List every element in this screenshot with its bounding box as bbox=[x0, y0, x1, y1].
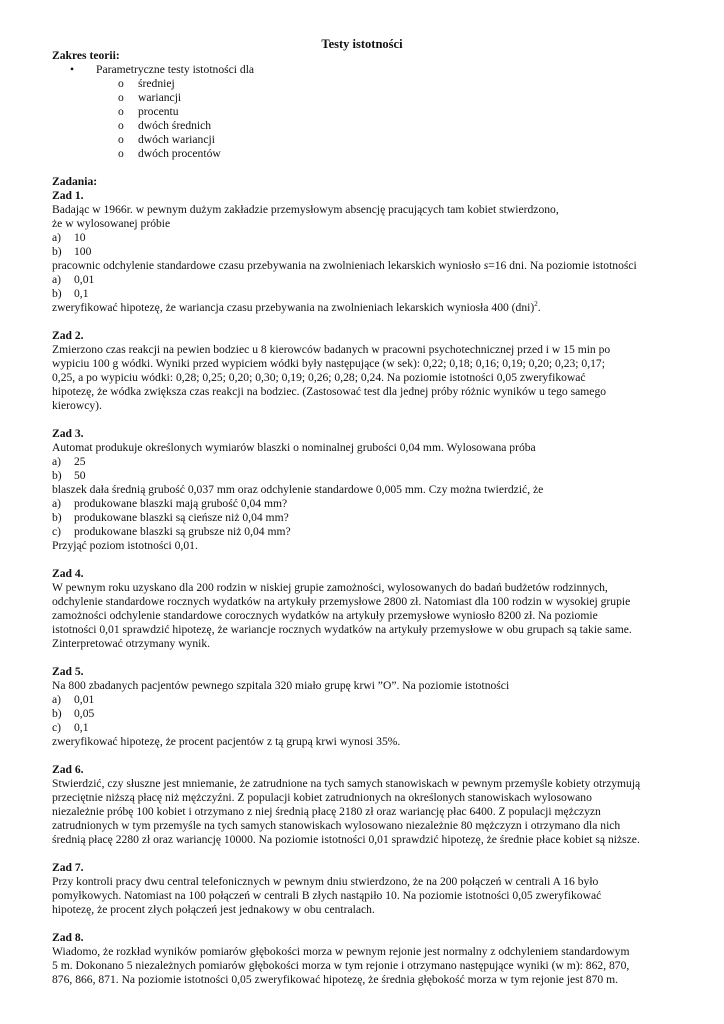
bullet-icon: • bbox=[70, 63, 75, 76]
italic-variable: s bbox=[483, 259, 489, 272]
option-label: b) bbox=[52, 469, 62, 482]
task-6-text: niezależnie próbę 100 kobiet i otrzymano z niej średnią płacę 2180 zł oraz wariancję płac 6400. Z populacji mężczyzn bbox=[52, 805, 601, 818]
task-2-text: 0,25, a po wypiciu wódki: 0,28; 0,25; 0,20; 0,30; 0,19; 0,26; 0,28; 0,24. Na poziomie istotności 0,05 zweryfikować bbox=[52, 371, 586, 384]
option-label: c) bbox=[52, 525, 62, 538]
task-7-text: pomyłkowych. Natomiast na 100 połączeń w centrali B złych nastąpiło 10. Na poziomie istotności 0,05 zweryfikować bbox=[52, 889, 602, 902]
task-8-text: 876, 866, 871. Na poziomie istotności 0,05 zweryfikować hipotezę, że średnia głębokość morza w tym rejonie jest 870 m. bbox=[52, 973, 619, 986]
sub-item-text: dwóch wariancji bbox=[138, 133, 215, 146]
task-6-text: średnią płacę 2280 zł oraz wariancję 10000. Na poziomie istotności 0,01 sprawdzić hipotezę, że średnie płace kobiet są niższe. bbox=[52, 833, 640, 846]
task-2-text: wypiciu 100 g wódki. Wyniki przed wypiciem wódki były następujące (w sek): 0,22; 0,18; 0,16; 0,19; 0,20; 0,23; 0,17; bbox=[52, 357, 605, 370]
option-label: a) bbox=[52, 693, 62, 706]
task-1-option bbox=[52, 273, 682, 287]
task-3-text: Przyjąć poziom istotności 0,01. bbox=[52, 539, 198, 552]
option-text: 0,01 bbox=[74, 693, 95, 706]
option-label: b) bbox=[52, 707, 62, 720]
task-3-text: blaszek dała średnią grubość 0,037 mm oraz odchylenie standardowe 0,005 mm. Czy można twierdzić, że bbox=[52, 483, 544, 496]
sub-item-text: dwóch średnich bbox=[138, 119, 212, 132]
task-5-option bbox=[52, 693, 682, 707]
sub-item-text: procentu bbox=[138, 105, 179, 118]
task-3-heading: Zad 3. bbox=[52, 427, 84, 440]
option-label: a) bbox=[52, 273, 62, 286]
text-part: zweryfikować hipotezę, że wariancja czasu przebywania na zwolnieniach lekarskich wyniosła 400 (dni) bbox=[52, 301, 535, 314]
zadania-heading: Zadania: bbox=[52, 175, 98, 188]
option-label: b) bbox=[52, 287, 62, 300]
task-5-option bbox=[52, 707, 682, 721]
task-1-text bbox=[52, 301, 682, 315]
task-1-heading: Zad 1. bbox=[52, 189, 84, 202]
text-part: pracownic odchylenie standardowe czasu przebywania na zwolnieniach lekarskich wyniosło bbox=[52, 259, 484, 272]
task-6-text: przeciętnie niższą płacę niż mężczyźni. Z populacji kobiet zatrudnionych na określonych stanowiskach wylosowano bbox=[52, 791, 592, 804]
option-text: 25 bbox=[74, 455, 86, 468]
option-text: 100 bbox=[74, 245, 92, 258]
task-6-heading: Zad 6. bbox=[52, 763, 84, 776]
task-3-option bbox=[52, 525, 682, 539]
option-text: produkowane blaszki są cieńsze niż 0,04 mm? bbox=[74, 511, 289, 524]
text-part: . bbox=[537, 301, 541, 314]
sub-item bbox=[52, 133, 682, 147]
option-label: c) bbox=[52, 721, 62, 734]
circle-bullet-icon: o bbox=[118, 133, 124, 146]
task-7-text: Przy kontroli pracy dwu central telefonicznych w pewnym dniu stwierdzono, że na 200 połączeń w centrali A 16 było bbox=[52, 875, 599, 888]
task-3-option bbox=[52, 497, 682, 511]
task-6-text: Stwierdzić, czy słuszne jest mniemanie, że zatrudnione na tych samych stanowiskach w pewnym przemyśle kobiety otrzymują bbox=[52, 777, 641, 790]
task-5-text: zweryfikować hipotezę, że procent pacjentów z tą grupą krwi wynosi 35%. bbox=[52, 735, 401, 748]
task-1-text bbox=[52, 259, 682, 273]
task-2-heading: Zad 2. bbox=[52, 329, 84, 342]
option-text: 0,1 bbox=[74, 287, 89, 300]
option-label: a) bbox=[52, 231, 62, 244]
task-1-option bbox=[52, 245, 682, 259]
sub-item bbox=[52, 77, 682, 91]
bullet-item bbox=[52, 63, 682, 77]
task-4-text: odchylenie standardowe rocznych wydatków na artykuły przemysłowe 2800 zł. Natomiast dla 100 rodzin w wysokiej grupie bbox=[52, 595, 631, 608]
option-label: a) bbox=[52, 455, 62, 468]
task-8-text: 5 m. Dokonano 5 niezależnych pomiarów głębokości morza w tym rejonie i otrzymano następujące wyniki (w m): 862, 870, bbox=[52, 959, 630, 972]
option-label: b) bbox=[52, 511, 62, 524]
task-5-text: Na 800 zbadanych pacjentów pewnego szpitala 320 miało grupę krwi ”O”. Na poziomie istotności bbox=[52, 679, 510, 692]
task-4-text: zamożności odchylenie standardowe corocznych wydatków na artykuły przemysłowe wyniosło 8200 zł. Na poziomie bbox=[52, 609, 598, 622]
circle-bullet-icon: o bbox=[118, 105, 124, 118]
circle-bullet-icon: o bbox=[118, 119, 124, 132]
sub-item bbox=[52, 91, 682, 105]
task-7-heading: Zad 7. bbox=[52, 861, 84, 874]
document-body bbox=[52, 49, 682, 987]
task-3-option bbox=[52, 511, 682, 525]
task-1-option bbox=[52, 287, 682, 301]
page-title: Testy istotności bbox=[321, 37, 403, 51]
task-6-text: zatrudnionych w tym przemyśle na tych samych stanowiskach wylosowano niezależnie 80 mężczyzn i otrzymano dla nich bbox=[52, 819, 621, 832]
option-text: 50 bbox=[74, 469, 86, 482]
task-7-text: hipotezę, że procent złych połączeń jest jednakowy w obu centralach. bbox=[52, 903, 375, 916]
superscript: 2 bbox=[534, 300, 538, 309]
option-text: 0,05 bbox=[74, 707, 95, 720]
circle-bullet-icon: o bbox=[118, 91, 124, 104]
option-label: b) bbox=[52, 245, 62, 258]
sub-list bbox=[52, 77, 682, 161]
option-text: 10 bbox=[74, 231, 86, 244]
task-8-text: Wiadomo, że rozkład wyników pomiarów głębokości morza w pewnym rejonie jest normalny z odchyleniem standardowym bbox=[52, 945, 630, 958]
bullet-text: Parametryczne testy istotności dla bbox=[96, 63, 255, 76]
option-text: produkowane blaszki są grubsze niż 0,04 mm? bbox=[74, 525, 291, 538]
circle-bullet-icon: o bbox=[118, 147, 124, 160]
zakres-heading: Zakres teorii: bbox=[52, 49, 120, 62]
task-5-option bbox=[52, 721, 682, 735]
task-8-heading: Zad 8. bbox=[52, 931, 84, 944]
task-5-heading: Zad 5. bbox=[52, 665, 84, 678]
option-text: 0,01 bbox=[74, 273, 95, 286]
text-part: =16 dni. Na poziomie istotności bbox=[488, 259, 637, 272]
task-3-option bbox=[52, 455, 682, 469]
option-label: a) bbox=[52, 497, 62, 510]
task-4-text: W pewnym roku uzyskano dla 200 rodzin w niskiej grupie zamożności, wylosowanych do badań budżetów rodzinnych, bbox=[52, 581, 608, 594]
task-1-option bbox=[52, 231, 682, 245]
task-2-text: kierowcy). bbox=[52, 399, 102, 412]
task-2-text: hipotezę, że wódka zwiększa czas reakcji na bodziec. (Zastosować test dla jednej próby różnic wyników u tego samego bbox=[52, 385, 607, 398]
task-4-heading: Zad 4. bbox=[52, 567, 84, 580]
task-4-text: istotności 0,01 sprawdzić hipotezę, że wariancje rocznych wydatków na artykuły przemysłowe w obu grupach są takie same. bbox=[52, 623, 632, 636]
task-2-text: Zmierzono czas reakcji na pewien bodziec u 8 kierowców badanych w pracowni psychotechnicznej przed i w 15 min po bbox=[52, 343, 611, 356]
sub-item bbox=[52, 147, 682, 161]
sub-item-text: wariancji bbox=[138, 91, 182, 104]
task-3-option bbox=[52, 469, 682, 483]
option-text: produkowane blaszki mają grubość 0,04 mm? bbox=[74, 497, 288, 510]
task-1-text: Badając w 1966r. w pewnym dużym zakładzie przemysłowym absencję pracujących tam kobiet stwierdzono, bbox=[52, 203, 559, 216]
sub-item bbox=[52, 119, 682, 133]
task-3-text: Automat produkuje określonych wymiarów blaszki o nominalnej grubości 0,04 mm. Wylosowana próba bbox=[52, 441, 536, 454]
task-4-text: Zinterpretować otrzymany wynik. bbox=[52, 637, 211, 650]
sub-item bbox=[52, 105, 682, 119]
option-text: 0,1 bbox=[74, 721, 89, 734]
sub-item-text: średniej bbox=[138, 77, 175, 90]
circle-bullet-icon: o bbox=[118, 77, 124, 90]
task-1-text: że w wylosowanej próbie bbox=[52, 217, 171, 230]
sub-item-text: dwóch procentów bbox=[138, 147, 221, 160]
